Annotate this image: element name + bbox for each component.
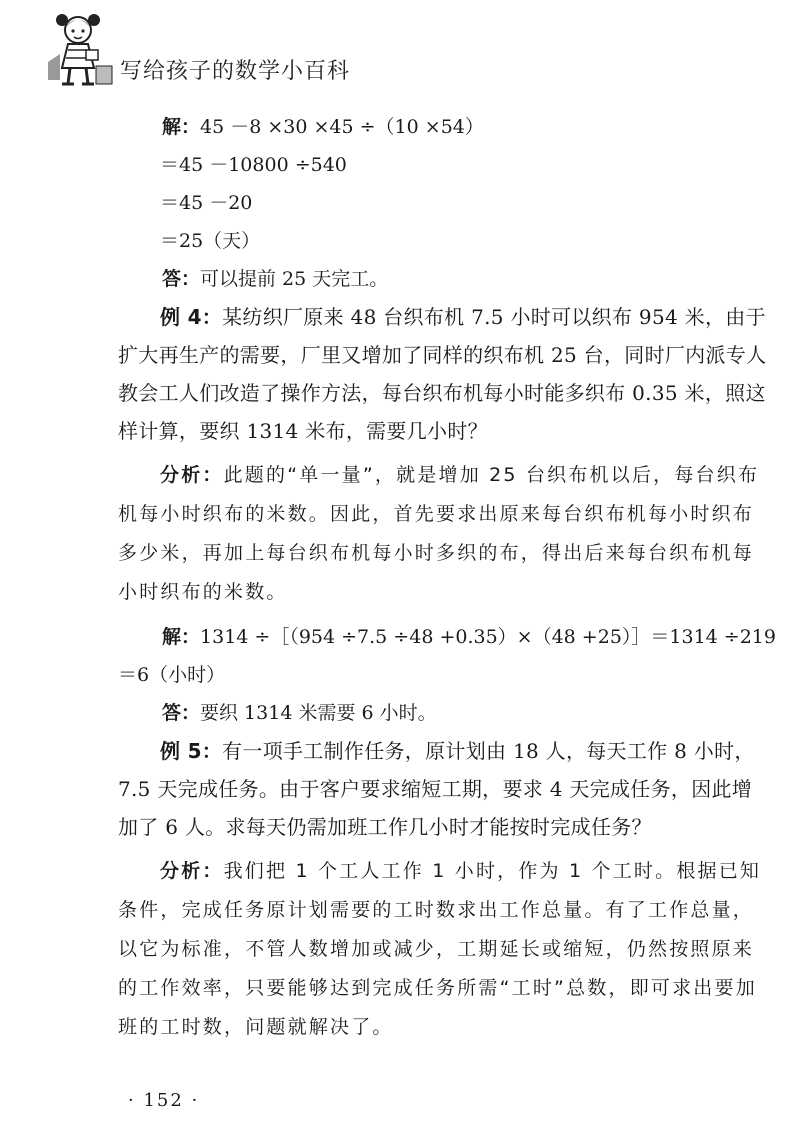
page-number: · 152 · bbox=[128, 1090, 200, 1111]
example-4 bbox=[118, 298, 770, 450]
analysis-label: 分析： bbox=[160, 464, 224, 486]
solution-label: 解： bbox=[162, 626, 201, 648]
example-label: 例 4： bbox=[160, 305, 223, 329]
page-content bbox=[118, 108, 776, 1047]
analysis-text: 此题的“单一量”，就是增加 25 台织布机以后，每台织布机每小时织布的米数。因此，首先要求出原来每台织布机每小时织布多少米，再加上每台织布机每小时多织的布，得出后来每台织布机每小时织布的米数。 bbox=[118, 464, 760, 603]
formula-line: 45 －8 ×30 ×45 ÷（10 ×54） bbox=[200, 116, 484, 138]
analysis-4 bbox=[118, 456, 770, 612]
example-text: 有一项手工制作任务，原计划由 18 人，每天工作 8 小时，7.5 天完成任务。由于客户要求缩短工期，要求 4 天完成任务，因此增加了 6 人。求每天仍需加班工作几小时才能按时完成任务？ bbox=[118, 739, 755, 839]
analysis-text: 我们把 1 个工人工作 1 小时，作为 1 个工时。根据已知条件，完成任务原计划需要的工时数求出工作总量。有了工作总量，以它为标准，不管人数增加或减少，工期延长或缩短，仍然按照原来的工作效率，只要能够达到完成任务所需“工时”总数，即可求出要加班的工时数，问题就解决了。 bbox=[118, 860, 762, 1038]
solution-3-line-2: ＝45 －10800 ÷540 bbox=[160, 154, 347, 176]
answer-3 bbox=[118, 260, 770, 298]
solution-label: 解： bbox=[162, 116, 201, 138]
book-title: 写给孩子的数学小百科 bbox=[120, 59, 351, 84]
answer-label: 答： bbox=[162, 268, 201, 290]
example-text: 某纺织厂原来 48 台织布机 7.5 小时可以织布 954 米，由于扩大再生产的需要，厂里又增加了同样的织布机 25 台，同时厂内派专人教会工人们改造了操作方法，每台织布机每小时能多织布 0.35 米，照这样计算，要织 1314 米布，需要几小时？ bbox=[118, 305, 767, 443]
answer-text: 要织 1314 米需要 6 小时。 bbox=[200, 702, 437, 724]
girl-mascot-icon bbox=[46, 10, 116, 90]
example-5 bbox=[118, 732, 770, 846]
answer-text: 可以提前 25 天完工。 bbox=[200, 268, 389, 290]
solution-3-line-1 bbox=[118, 108, 770, 146]
solution-4-line-2: ＝6（小时） bbox=[118, 664, 226, 686]
solution-3-line-4: ＝25（天） bbox=[160, 230, 261, 252]
analysis-5 bbox=[118, 852, 770, 1047]
formula-line: 1314 ÷［（954 ÷7.5 ÷48 +0.35）×（48 +25）］＝1314 ÷219 bbox=[200, 626, 776, 648]
example-label: 例 5： bbox=[160, 739, 223, 763]
answer-4 bbox=[118, 694, 770, 732]
analysis-label: 分析： bbox=[160, 860, 224, 882]
solution-4-line-1 bbox=[118, 618, 776, 656]
answer-label: 答： bbox=[162, 702, 201, 724]
solution-3-line-3: ＝45 －20 bbox=[160, 192, 253, 214]
